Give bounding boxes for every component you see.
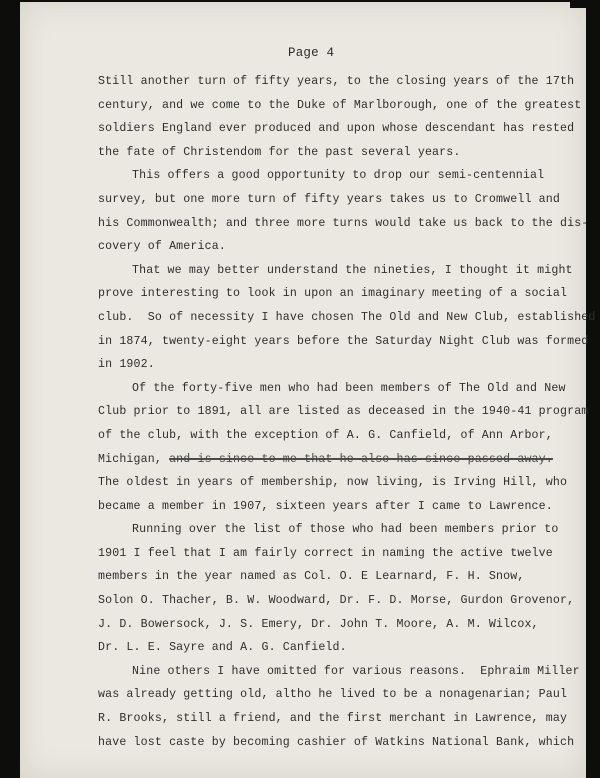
page-number: Page 4 bbox=[288, 46, 335, 60]
struck-text-line bbox=[98, 448, 558, 472]
text-line: century, and we come to the Duke of Marlborough, one of the greatest bbox=[98, 98, 582, 112]
text-line: soldiers England ever produced and upon whose descendant has rested bbox=[98, 122, 575, 136]
text-line: club. So of necessity I have chosen The Old and New Club, established bbox=[98, 310, 596, 324]
text-line: J. D. Bowersock, J. S. Emery, Dr. John T. Moore, A. M. Wilcox, bbox=[98, 617, 539, 631]
text-line: Dr. L. E. Sayre and A. G. Canfield. bbox=[98, 641, 347, 655]
text-line: was already getting old, altho he lived to be a nonagenarian; Paul bbox=[98, 688, 568, 702]
text-line: in 1874, twenty-eight years before the Saturday Night Club was formed bbox=[98, 334, 589, 348]
text-line: his Commonwealth; and three more turns would take us back to the dis- bbox=[98, 216, 589, 230]
text-line: R. Brooks, still a friend, and the first merchant in Lawrence, may bbox=[98, 712, 568, 726]
text-fragment: Michigan, bbox=[98, 452, 170, 466]
text-line: covery of America. bbox=[98, 240, 226, 254]
text-line: Nine others I have omitted for various reasons. Ephraim Miller bbox=[132, 664, 580, 678]
text-line: Solon O. Thacher, B. W. Woodward, Dr. F. D. Morse, Gurdon Grovenor, bbox=[98, 594, 575, 608]
text-line: Still another turn of fifty years, to the closing years of the 17th bbox=[98, 75, 575, 88]
text-line: The oldest in years of membership, now living, is Irving Hill, who bbox=[98, 476, 568, 490]
text-line: of the club, with the exception of A. G. Canfield, of Ann Arbor, bbox=[98, 428, 553, 442]
text-line: the fate of Christendom for the past several years. bbox=[98, 145, 461, 159]
text-line: have lost caste by becoming cashier of Watkins National Bank, which bbox=[98, 735, 575, 749]
page-corner bbox=[570, 2, 586, 8]
text-line: Club prior to 1891, all are listed as deceased in the 1940-41 program bbox=[98, 405, 589, 419]
text-line: in 1902. bbox=[98, 358, 155, 372]
text-line: survey, but one more turn of fifty years takes us to Cromwell and bbox=[98, 192, 560, 206]
text-line: Of the forty-five men who had been members of The Old and New bbox=[132, 381, 566, 395]
struck-out-text: and is since to me that he also has since passed away. bbox=[169, 452, 553, 466]
text-line: became a member in 1907, sixteen years after I came to Lawrence. bbox=[98, 499, 553, 513]
text-line: members in the year named as Col. O. E Learnard, F. H. Snow, bbox=[98, 570, 525, 584]
text-line: That we may better understand the nineties, I thought it might bbox=[132, 263, 573, 277]
text-line: This offers a good opportunity to drop our semi-centennial bbox=[132, 169, 545, 183]
text-line: prove interesting to look in upon an imaginary meeting of a social bbox=[98, 287, 568, 301]
body-text bbox=[98, 70, 596, 754]
text-line: Running over the list of those who had been members prior to bbox=[132, 523, 559, 537]
document-page bbox=[20, 2, 596, 778]
text-line: 1901 I feel that I am fairly correct in naming the active twelve bbox=[98, 546, 553, 560]
